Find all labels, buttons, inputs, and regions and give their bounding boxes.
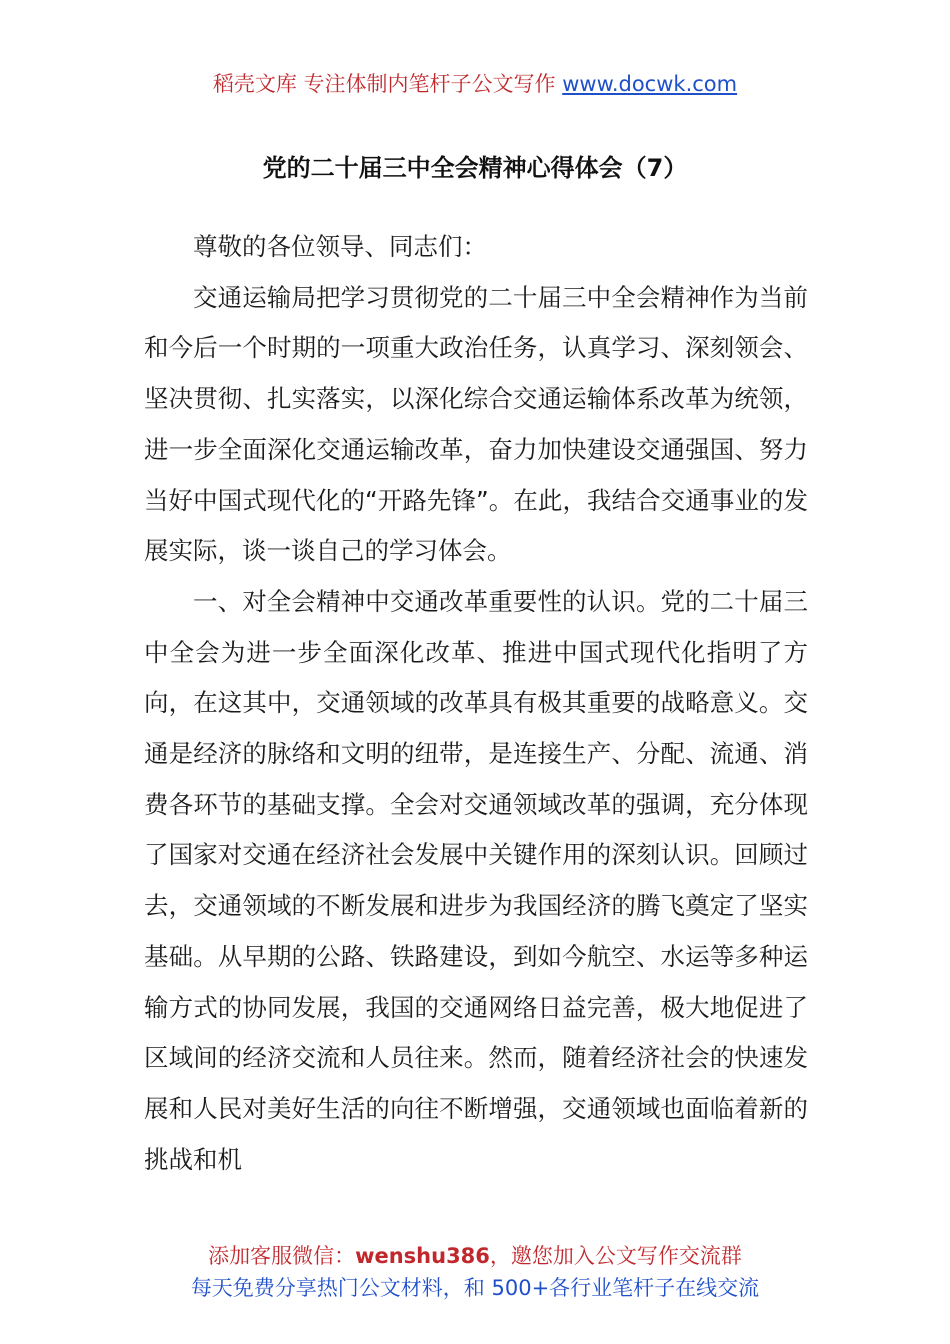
- footer-share-line: 每天免费分享热门公文材料，和 500+各行业笔杆子在线交流: [190, 1276, 760, 1300]
- footer-wechat-line: [0, 1240, 950, 1272]
- footer-wechat-prefix: 添加客服微信：: [208, 1244, 356, 1268]
- body-paragraph-2: 一、对全会精神中交通改革重要性的认识。党的二十届三中全会为进一步全面深化改革、推进中国式现代化指明了方向，在这其中，交通领域的改革具有极其重要的战略意义。交通是经济的脉络和文明的纽带，是连接生产、分配、流通、消费各环节的基础支撑。全会对交通领域改革的强调，充分体现了国家对交通在经济社会发展中关键作用的深刻认识。回顾过去，交通领域的不断发展和进步为我国经济的腾飞奠定了坚实基础。从早期的公路、铁路建设，到如今航空、水运等多种运输方式的协同发展，我国的交通网络日益完善，极大地促进了区域间的经济交流和人员往来。然而，随着经济社会的快速发展和人民对美好生活的向往不断增强，交通领域也面临着新的挑战和机: [144, 586, 808, 1174]
- greeting-paragraph: 尊敬的各位领导、同志们：: [193, 232, 487, 261]
- footer-wechat-id: wenshu386: [355, 1244, 490, 1268]
- header-tagline: 稻壳文库 专注体制内笔杆子公文写作: [212, 72, 563, 96]
- site-header: [0, 68, 950, 100]
- footer-wechat-suffix: ，邀您加入公文写作交流群: [489, 1244, 742, 1268]
- header-website-link[interactable]: www.docwk.com: [562, 72, 738, 96]
- document-body: [144, 222, 808, 1185]
- body-paragraph-1: 交通运输局把学习贯彻党的二十届三中全会精神作为当前和今后一个时期的一项重大政治任务，认真学习、深刻领会、坚决贯彻、扎实落实，以深化综合交通运输体系改革为统领，进一步全面深化交通运输改革，奋力加快建设交通强国、努力当好中国式现代化的“开路先锋”。在此，我结合交通事业的发展实际，谈一谈自己的学习体会。: [144, 282, 808, 566]
- promo-footer: [0, 1240, 950, 1304]
- document-title: 党的二十届三中全会精神心得体会（7）: [262, 154, 688, 182]
